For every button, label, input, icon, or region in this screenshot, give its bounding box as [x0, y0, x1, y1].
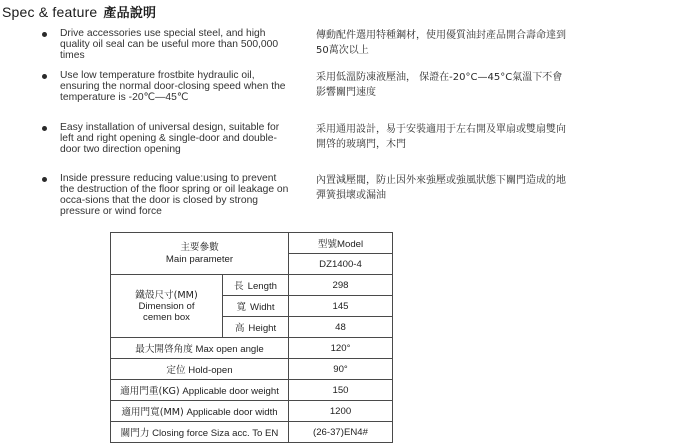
param-label	[111, 401, 289, 422]
spec-table	[110, 232, 393, 443]
param-en: Hold-open	[188, 365, 233, 376]
param-zh: 定位	[166, 365, 186, 376]
param-en: Max open angle	[195, 344, 264, 355]
feature-item	[40, 173, 680, 233]
width-zh: 寬	[236, 302, 247, 313]
dimension-zh: 鐵殻尺寸(MM)	[135, 289, 198, 301]
param-value: 90°	[289, 359, 393, 380]
main-parameter-en: Main parameter	[165, 253, 234, 265]
feature-english-text: Inside pressure reducing value:using to prevent the destruction of the floor spring or oil leakage on occa-sions that the door is closed by strong pressure or wind force	[60, 173, 289, 217]
model-header	[289, 233, 393, 254]
main-parameter-header	[111, 233, 289, 275]
param-zh: 適用門重(KG)	[120, 386, 180, 397]
main-parameter-zh: 主要參數	[180, 241, 219, 253]
param-value: 1200	[289, 401, 393, 422]
feature-chinese-text: 傳動配件選用特種鋼材，使用優質油封產品開合壽命達到50萬次以上	[316, 30, 566, 56]
param-en: Applicable door width	[186, 407, 278, 418]
param-en: Applicable door weight	[182, 386, 279, 397]
feature-chinese-text: 內置減壓閥，防止因外來強壓或強風狀態下關門造成的地彈簧損壞或漏油	[316, 175, 566, 201]
model-header-en: Model	[337, 239, 364, 250]
param-zh: 最大開啓角度	[135, 344, 193, 355]
height-label	[223, 317, 289, 338]
length-value: 298	[289, 275, 393, 296]
length-label	[223, 275, 289, 296]
feature-english-text: Use low temperature frostbite hydraulic oil, ensuring the normal door-closing speed when the temperature is -20℃—45℃	[60, 70, 286, 103]
param-en: Closing force Siza acc. To EN	[152, 428, 279, 439]
param-value: (26-37)EN4#	[289, 422, 393, 443]
dimension-en-line1: Dimension of	[138, 300, 195, 312]
param-value: 150	[289, 380, 393, 401]
length-zh: 長	[234, 281, 244, 292]
height-zh: 高	[234, 323, 245, 334]
feature-english-text: Easy installation of universal design, suitable for left and right opening & single-door and double-door two direction opening	[60, 122, 280, 155]
bullet-icon	[42, 74, 47, 79]
length-en: Length	[247, 281, 277, 292]
bullet-icon	[42, 177, 47, 182]
feature-english-text: Drive accessories use special steel, and high quality oil seal can be useful more than 500,000 times	[60, 28, 279, 61]
bullet-icon	[42, 126, 47, 131]
param-label	[111, 338, 289, 359]
heading-chinese: 產品說明	[103, 6, 157, 21]
dimension-en-line2: cemen box	[143, 311, 190, 323]
height-en: Height	[248, 323, 277, 334]
feature-chinese-text: 采用低溫防凍液壓油， 保證在-20°C—45°C氣溫下不會影響關門速度	[316, 72, 563, 98]
param-label	[111, 359, 289, 380]
bullet-icon	[42, 32, 47, 37]
feature-item	[40, 70, 680, 130]
param-zh: 關門力	[120, 428, 150, 439]
model-header-zh: 型號	[317, 239, 338, 250]
param-value: 120°	[289, 338, 393, 359]
param-label	[111, 422, 289, 443]
dimension-label	[111, 275, 223, 338]
width-en: Widht	[250, 302, 275, 313]
heading-english: Spec & feature	[2, 4, 98, 20]
height-value: 48	[289, 317, 393, 338]
width-label	[223, 296, 289, 317]
param-zh: 適用門寬(MM)	[121, 407, 184, 418]
feature-chinese-text: 采用通用設計，易于安裝適用于左右開及單扇或雙扇雙向開啓的玻璃門，木門	[316, 124, 566, 150]
width-value: 145	[289, 296, 393, 317]
section-heading	[2, 2, 156, 21]
param-label	[111, 380, 289, 401]
model-value: DZ1400-4	[289, 254, 393, 275]
